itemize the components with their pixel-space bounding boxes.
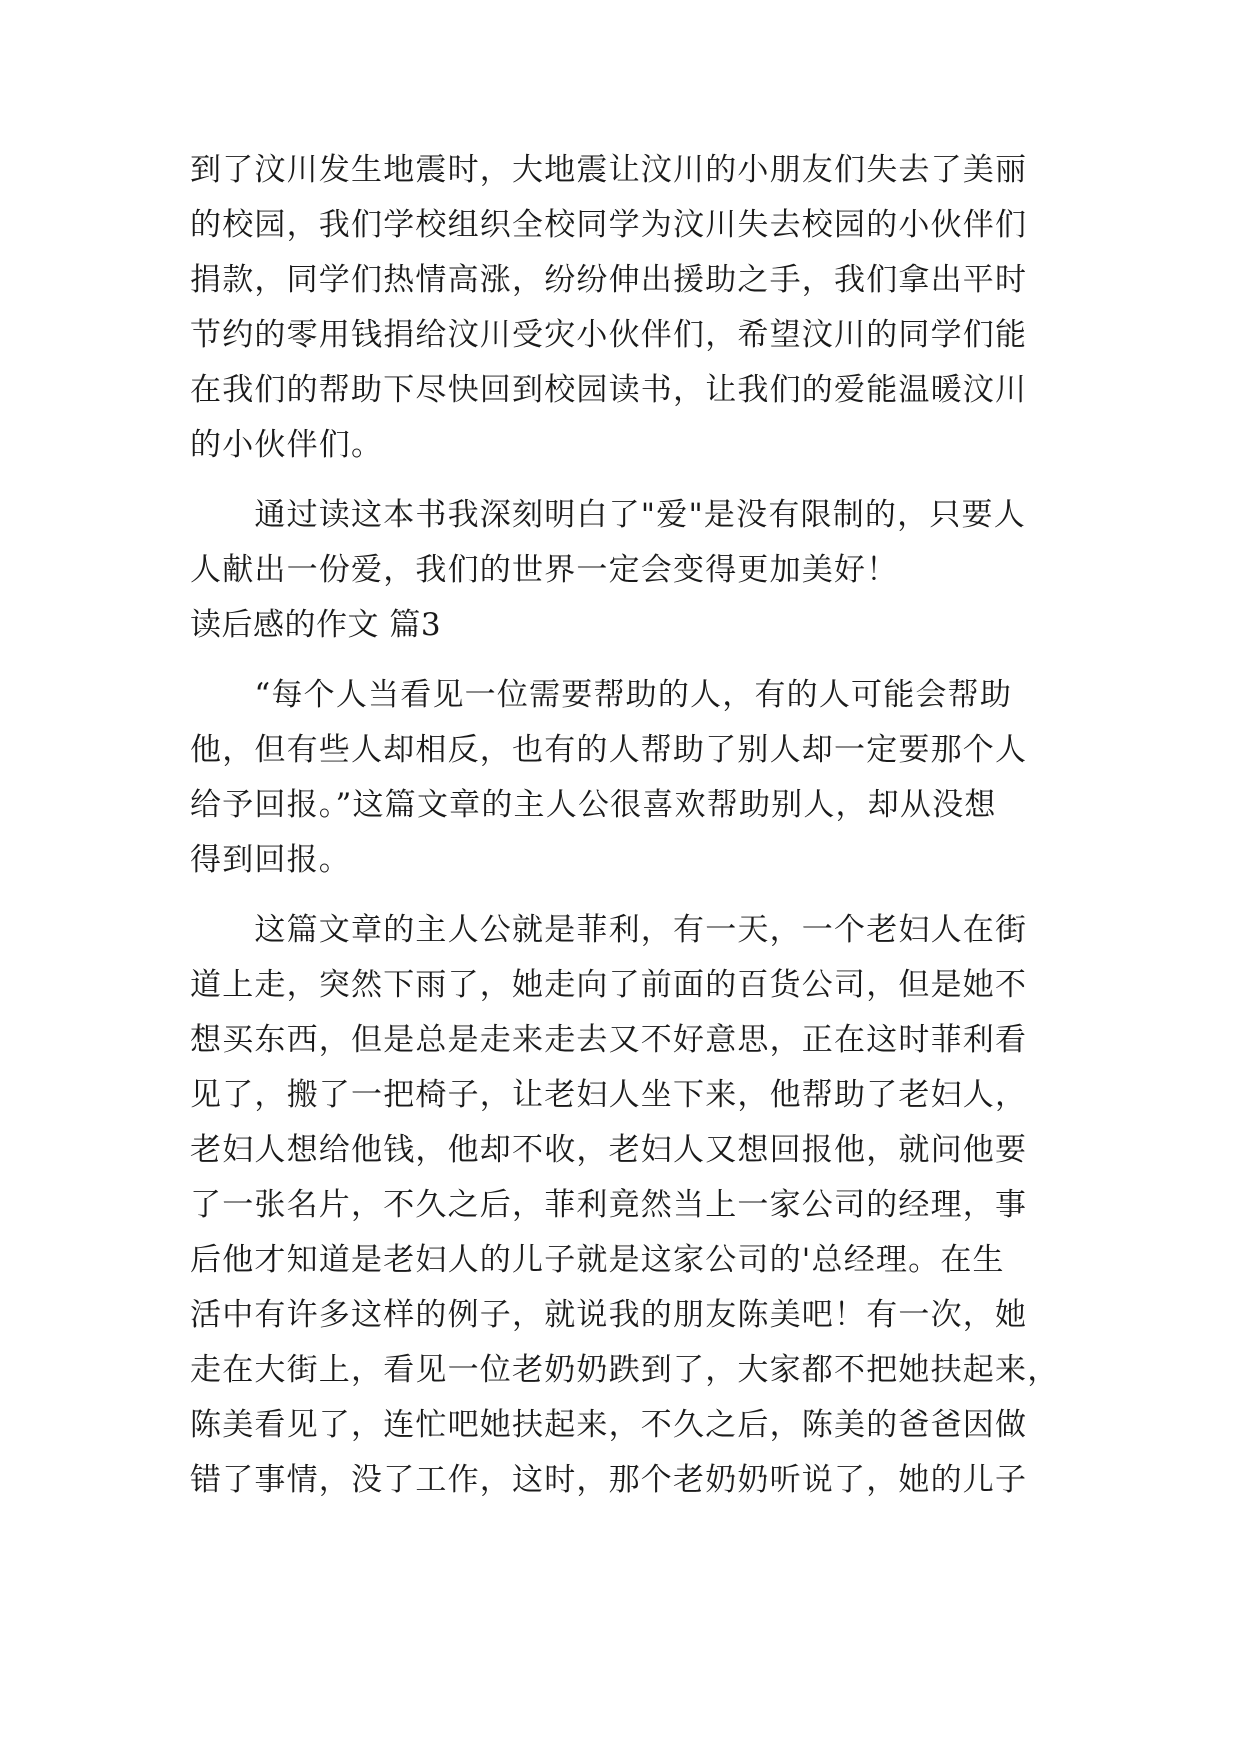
text-line: 给予回报。”这篇文章的主人公很喜欢帮助别人，却从没想 [190,787,997,823]
text-line: 人献出一份爱，我们的世界一定会变得更加美好！ [190,552,899,588]
text-line: 陈美看见了，连忙吧她扶起来，不久之后，陈美的爸爸因做 [190,1407,1028,1443]
text-line: 在我们的帮助下尽快回到校园读书，让我们的爱能温暖汶川 [190,372,1028,408]
text-line: 老妇人想给他钱，他却不收，老妇人又想回报他，就问他要 [190,1132,1028,1168]
text-line: 到了汶川发生地震时，大地震让汶川的小朋友们失去了美丽 [190,152,1028,188]
text-line: 后他才知道是老妇人的儿子就是这家公司的'总经理。在生 [190,1242,1005,1278]
text-line: 走在大街上，看见一位老奶奶跌到了，大家都不把她扶起来， [190,1352,1060,1388]
section-heading: 读后感的作文 篇3 [190,607,442,643]
text-line: “每个人当看见一位需要帮助的人，有的人可能会帮助 [190,677,1013,713]
text-line: 通过读这本书我深刻明白了"爱"是没有限制的，只要人 [190,497,1026,533]
text-line: 活中有许多这样的例子，就说我的朋友陈美吧！有一次，她 [190,1297,1028,1333]
text-line: 了一张名片，不久之后，菲利竟然当上一家公司的经理，事 [190,1187,1028,1223]
text-line: 错了事情，没了工作，这时，那个老奶奶听说了，她的儿子 [190,1462,1028,1498]
text-line: 得到回报。 [190,842,351,878]
text-line: 想买东西，但是总是走来走去又不好意思，正在这时菲利看 [190,1022,1028,1058]
text-line: 捐款，同学们热情高涨，纷纷伸出援助之手，我们拿出平时 [190,262,1028,298]
text-line: 见了，搬了一把椅子，让老妇人坐下来，他帮助了老妇人， [190,1077,1028,1113]
text-line: 这篇文章的主人公就是菲利，有一天，一个老妇人在街 [190,912,1028,948]
text-line: 他，但有些人却相反，也有的人帮助了别人却一定要那个人 [190,732,1028,768]
text-line: 的小伙伴们。 [190,427,384,463]
text-line: 道上走，突然下雨了，她走向了前面的百货公司，但是她不 [190,967,1028,1003]
text-line: 节约的零用钱捐给汶川受灾小伙伴们，希望汶川的同学们能 [190,317,1028,353]
text-line: 的校园，我们学校组织全校同学为汶川失去校园的小伙伴们 [190,207,1028,243]
